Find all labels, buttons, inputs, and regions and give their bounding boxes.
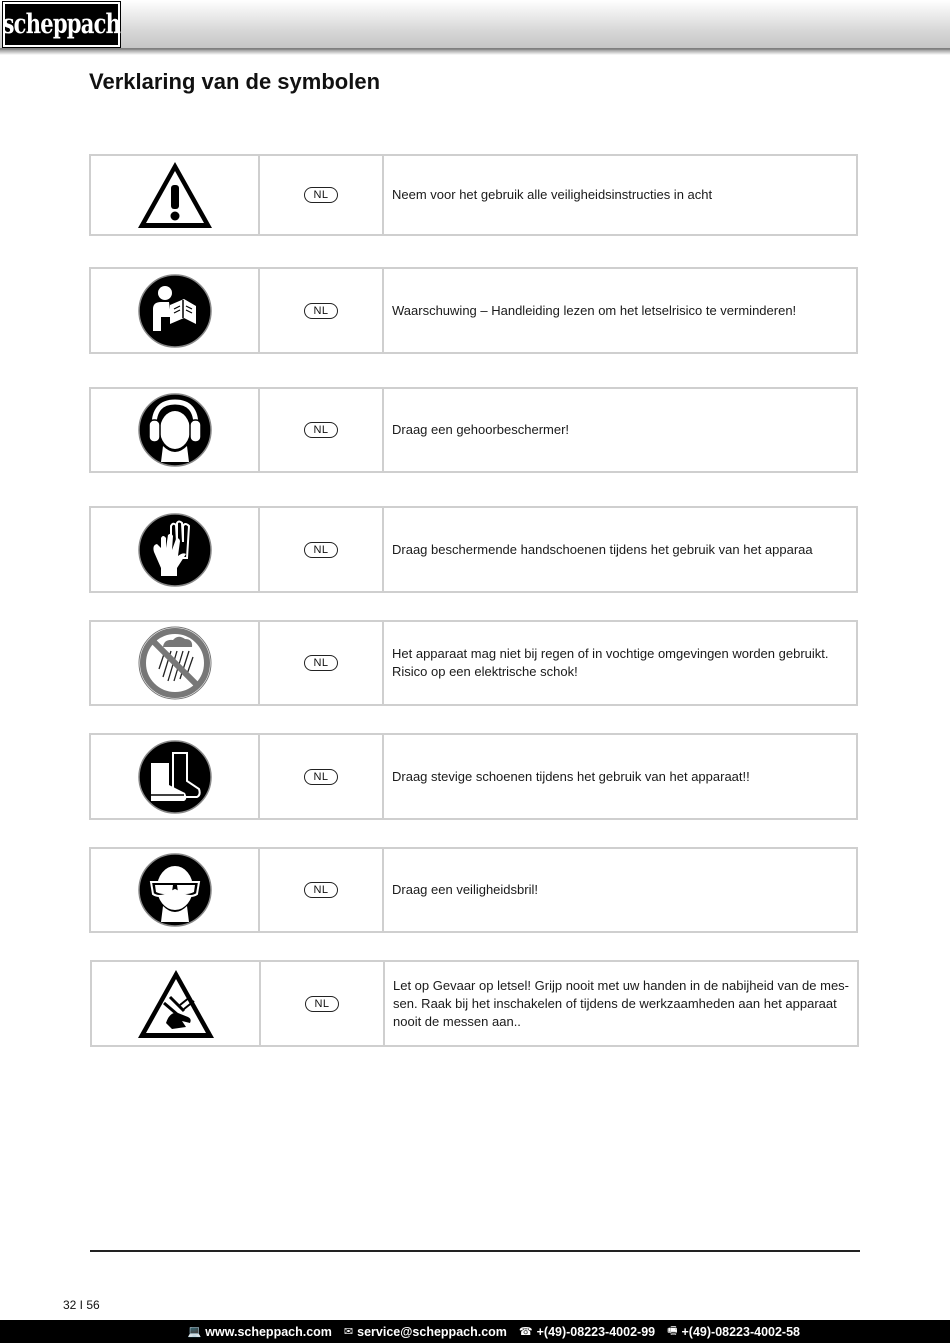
scheppach-logo (3, 2, 120, 47)
symbol-row-gloves (89, 506, 858, 593)
general-warning-triangle-icon (136, 159, 214, 231)
logo-text: scheppach (2, 9, 121, 40)
symbol-description: Draag stevige schoenen tijdens het gebruik van het apparaat!! (392, 768, 750, 784)
website-item (188, 1325, 332, 1339)
hearing-protection-icon (137, 392, 213, 468)
language-badge: NL (304, 655, 337, 671)
language-cell (260, 269, 384, 352)
website-link[interactable]: www.scheppach.com (205, 1324, 332, 1339)
page-title: Verklaring van de symbolen (89, 69, 381, 94)
symbol-cell (92, 962, 261, 1045)
symbol-cell (91, 389, 260, 471)
header-shadow (0, 48, 950, 55)
phone-number: +(49)-08223-4002-99 (536, 1324, 656, 1339)
envelope-icon: ✉ (343, 1326, 354, 1338)
language-cell (260, 735, 384, 818)
no-rain-icon (137, 625, 213, 701)
language-badge: NL (304, 303, 337, 319)
symbol-row-goggles (89, 847, 858, 933)
symbol-row-hearing (89, 387, 858, 473)
safety-goggles-icon (137, 852, 213, 928)
fax-icon: 🖷 (667, 1325, 678, 1337)
hand-injury-warning-icon (136, 967, 216, 1041)
language-badge: NL (304, 187, 337, 203)
symbol-description: Draag een veiligheidsbril! (392, 882, 538, 897)
symbol-cell (91, 622, 260, 704)
symbol-description: Het apparaat mag niet bij regen of in vochtige omgevingen worden gebruikt. Risico op een elektrische schok! (392, 646, 829, 679)
language-badge: NL (304, 769, 337, 785)
symbol-cell (91, 735, 260, 818)
page-header (0, 0, 950, 50)
symbol-cell (91, 156, 260, 234)
language-cell (260, 849, 384, 931)
symbol-row-manual (89, 267, 858, 354)
page-number: 32 I 56 (63, 1298, 100, 1312)
symbol-description: Let op Gevaar op letsel! Grijp nooit met uw handen in de nabijheid van de mes-sen. Raak bij het inschakelen of tijdens de werkzaamheden aan het apparaat nooit de messen aan.. (393, 977, 849, 1029)
symbol-row-boots (89, 733, 858, 820)
symbol-description: Waarschuwing – Handleiding lezen om het letselrisico te verminderen! (392, 302, 797, 318)
symbol-row-blade-danger (90, 960, 859, 1047)
symbol-row-rain (89, 620, 858, 706)
safety-boots-icon (137, 739, 213, 815)
symbol-cell (91, 849, 260, 931)
symbol-description: Neem voor het gebruik alle veiligheidsinstructies in acht (392, 187, 713, 202)
symbol-cell (91, 508, 260, 591)
language-cell (260, 156, 384, 234)
language-badge: NL (304, 542, 337, 558)
language-cell (260, 508, 384, 591)
fax-number: +(49)-08223-4002-58 (681, 1324, 800, 1339)
symbol-description: Draag beschermende handschoenen tijdens het gebruik van het apparaa (392, 541, 813, 557)
symbol-row-warning (89, 154, 858, 236)
contact-footer (0, 1320, 950, 1343)
read-manual-icon (137, 273, 213, 349)
email-link[interactable]: service@scheppach.com (357, 1324, 507, 1339)
fax-item (667, 1322, 800, 1341)
symbol-description: Draag een gehoorbeschermer! (392, 422, 570, 437)
phone-item (519, 1325, 655, 1339)
language-badge: NL (304, 422, 337, 438)
phone-icon: ☎ (518, 1326, 533, 1338)
language-cell (261, 962, 385, 1045)
language-badge: NL (305, 996, 338, 1012)
email-item (344, 1325, 507, 1339)
symbol-cell (91, 269, 260, 352)
protective-gloves-icon (137, 512, 213, 588)
footer-divider (90, 1250, 860, 1252)
computer-icon: 💻 (187, 1326, 202, 1338)
language-cell (260, 622, 384, 704)
language-cell (260, 389, 384, 471)
language-badge: NL (304, 882, 337, 898)
